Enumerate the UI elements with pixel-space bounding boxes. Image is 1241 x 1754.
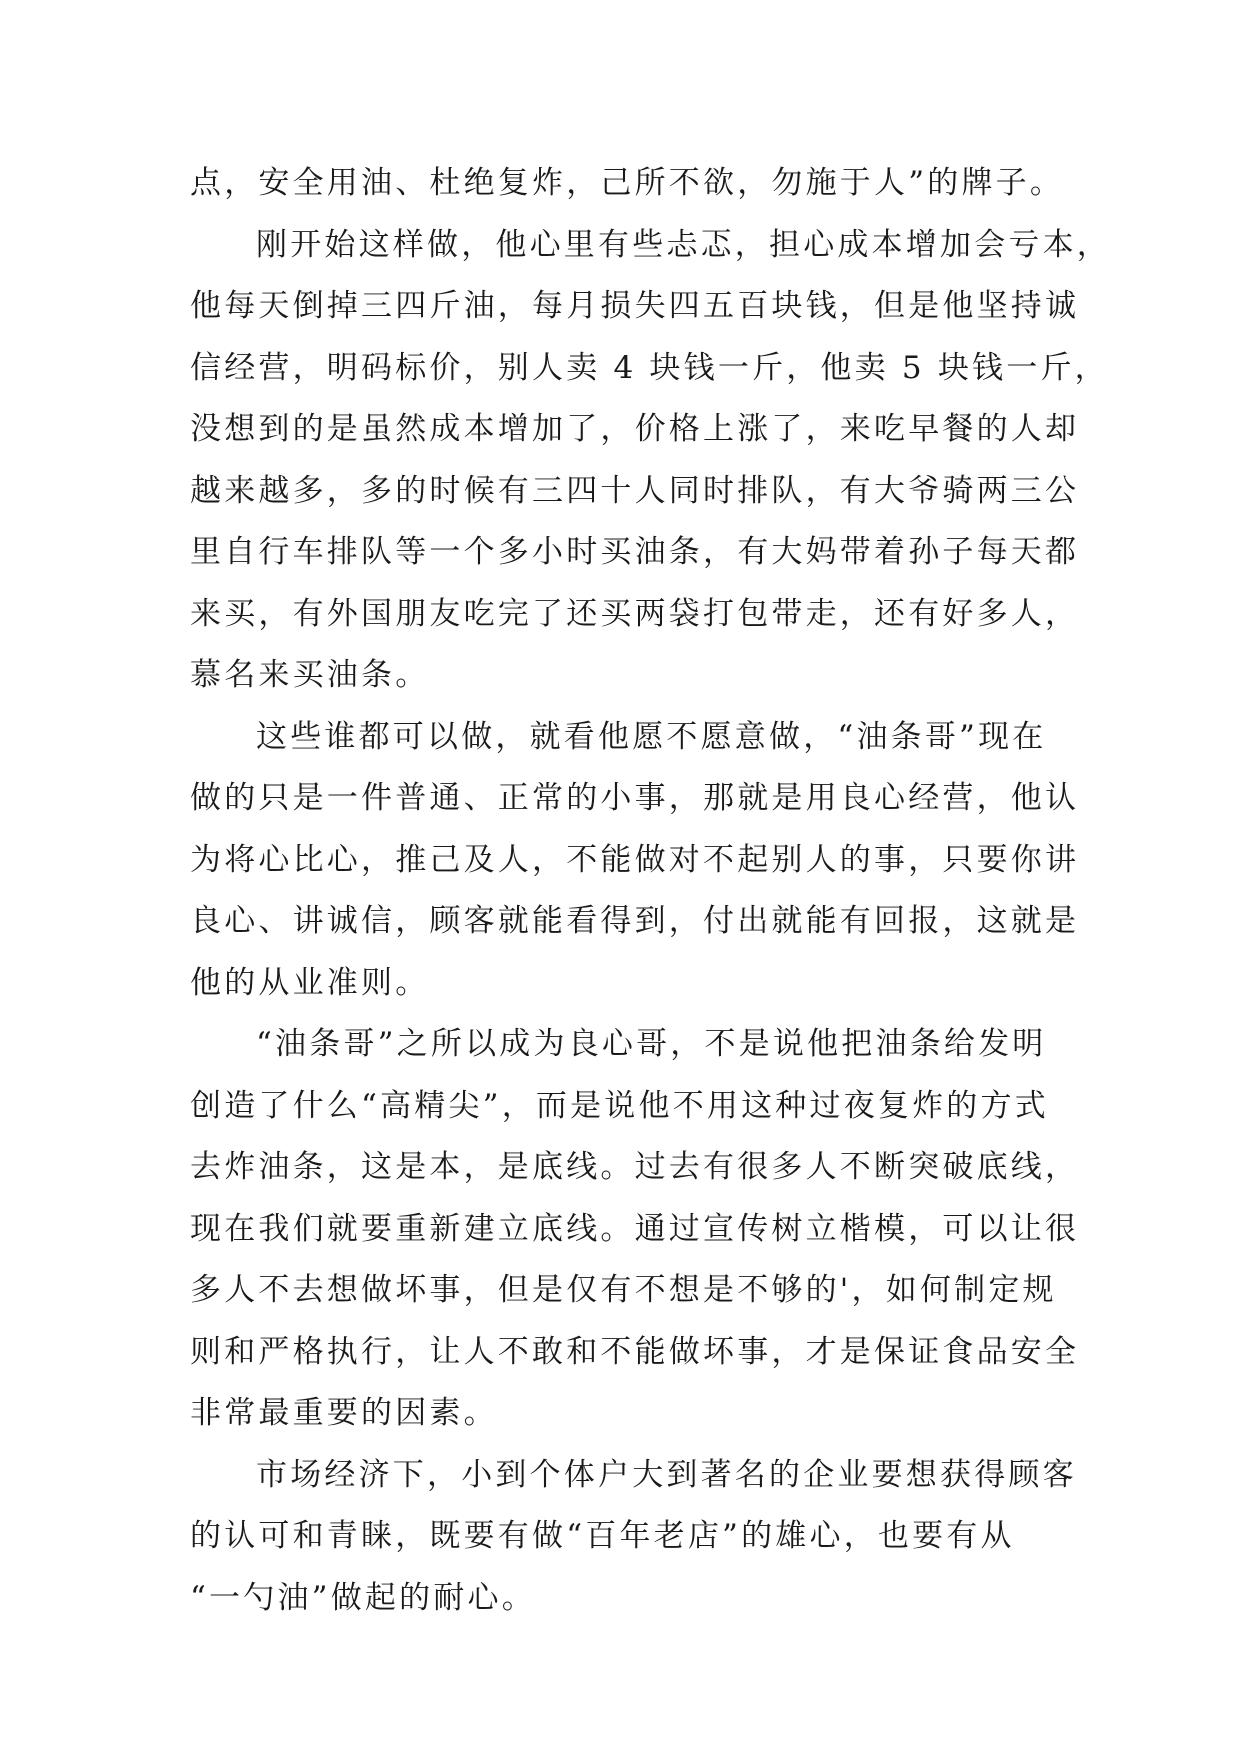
text-line: 刚开始这样做，他心里有些忐忑，担心成本增加会亏本， bbox=[256, 226, 1111, 263]
text-line: 良心、讲诚信，顾客就能看得到，付出就能有回报，这就是 bbox=[190, 903, 1080, 939]
text-line: 他每天倒掉三四斤油，每月损失四五百块钱，但是他坚持诚 bbox=[190, 288, 1080, 324]
text-line: 越来越多，多的时候有三四十人同时排队，有大爷骑两三公 bbox=[190, 472, 1080, 509]
text-line: 的认可和青睐，既要有做“百年老店”的雄心，也要有从 bbox=[190, 1518, 1015, 1554]
text-line: 点，安全用油、杜绝复炸，己所不欲，勿施于人”的牌子。 bbox=[190, 165, 1065, 201]
text-line: 多人不去想做坏事，但是仅有不想是不够的'，如何制定规 bbox=[190, 1272, 1057, 1308]
text-line: 信经营，明码标价，别人卖 4 块钱一斤，他卖 5 块钱一斤， bbox=[190, 349, 1109, 386]
text-line: 市场经济下，小到个体户大到著名的企业要想获得顾客 bbox=[256, 1456, 1077, 1493]
text-line: “油条哥”之所以成为良心哥，不是说他把油条给发明 bbox=[256, 1026, 1047, 1062]
text-line: 则和严格执行，让人不敢和不能做坏事，才是保证食品安全 bbox=[190, 1333, 1080, 1370]
document-body bbox=[190, 153, 1111, 1629]
text-line: 做的只是一件普通、正常的小事，那就是用良心经营，他认 bbox=[190, 780, 1080, 816]
text-line: 这些谁都可以做，就看他愿不愿意做，“油条哥”现在 bbox=[256, 718, 1047, 755]
text-line: 为将心比心，推己及人，不能做对不起别人的事，只要你讲 bbox=[190, 841, 1080, 878]
text-line: 去炸油条，这是本，是底线。过去有很多人不断突破底线， bbox=[190, 1149, 1080, 1185]
text-line: 里自行车排队等一个多小时买油条，有大妈带着孙子每天都 bbox=[190, 534, 1080, 570]
text-line: “一勺油”做起的耐心。 bbox=[190, 1579, 536, 1616]
text-line: 没想到的是虽然成本增加了，价格上涨了，来吃早餐的人却 bbox=[190, 411, 1080, 447]
text-line: 来买，有外国朋友吃完了还买两袋打包带走，还有好多人， bbox=[190, 595, 1080, 632]
text-line: 非常最重要的因素。 bbox=[190, 1395, 498, 1431]
text-line: 慕名来买油条。 bbox=[190, 657, 430, 693]
text-line: 创造了什么“高精尖”，而是说他不用这种过夜复炸的方式 bbox=[190, 1087, 1049, 1124]
text-line: 他的从业准则。 bbox=[190, 964, 430, 1001]
text-line: 现在我们就要重新建立底线。通过宣传树立楷模，可以让很 bbox=[190, 1210, 1080, 1247]
